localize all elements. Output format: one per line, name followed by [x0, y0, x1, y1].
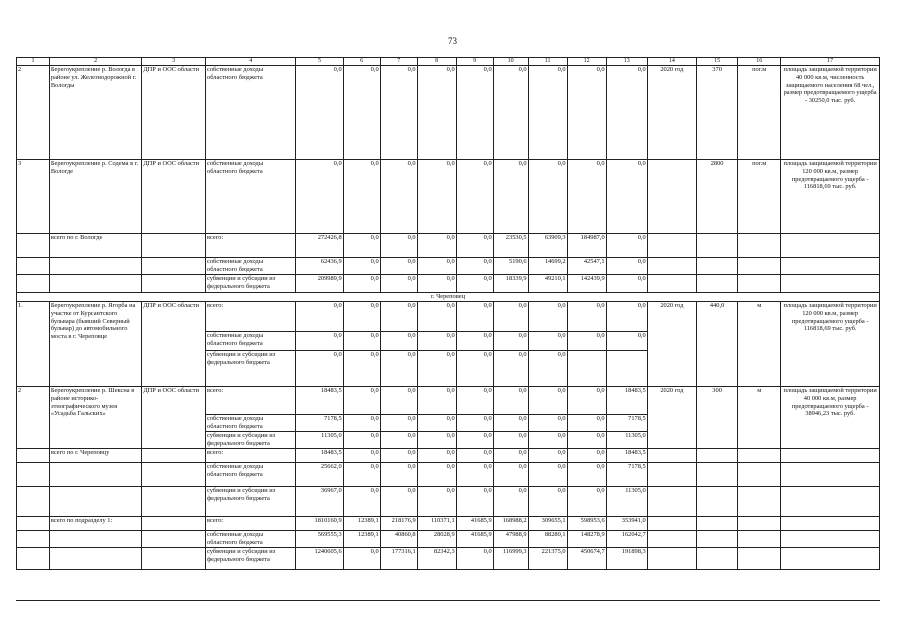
amount-cell: 0,0 — [296, 66, 343, 160]
amount-cell: 0,0 — [567, 332, 606, 351]
amount-cell: 0,0 — [380, 415, 417, 432]
year: 2020 год — [647, 66, 696, 160]
funding-source: всего: — [206, 449, 296, 463]
executor: ДПР и ООС области — [142, 302, 206, 387]
amount-cell: 0,0 — [343, 432, 380, 449]
total-row — [17, 234, 880, 258]
amount-cell: 0,0 — [456, 302, 493, 332]
total-label-empty — [49, 548, 141, 570]
amount-cell: 11305,0 — [606, 487, 647, 517]
empty-cell — [781, 234, 880, 258]
row-number: 2 — [17, 387, 50, 449]
amount-cell: 184987,0 — [567, 234, 606, 258]
amount-cell: 0,0 — [380, 302, 417, 332]
amount-cell: 0,0 — [343, 351, 380, 387]
amount-cell: 0,0 — [417, 487, 456, 517]
amount-cell: 0,0 — [456, 66, 493, 160]
amount-cell: 0,0 — [456, 449, 493, 463]
total-row — [17, 517, 880, 531]
amount-cell: 0,0 — [417, 351, 456, 387]
amount-cell: 0,0 — [343, 463, 380, 487]
amount-cell: 11305,0 — [606, 432, 647, 449]
empty-cell — [647, 275, 696, 293]
amount-cell: 0,0 — [380, 258, 417, 275]
empty-cell — [781, 531, 880, 548]
amount-cell: 0,0 — [528, 487, 567, 517]
section-row — [17, 293, 880, 302]
column-number: 8 — [417, 58, 456, 66]
column-number: 3 — [142, 58, 206, 66]
amount-cell: 0,0 — [528, 66, 567, 160]
amount-cell: 0,0 — [417, 258, 456, 275]
funding-source: собственные доходы областного бюджета — [206, 66, 296, 160]
amount-cell: 0,0 — [417, 332, 456, 351]
amount-cell: 7178,5 — [606, 415, 647, 432]
executor: ДПР и ООС области — [142, 387, 206, 449]
project-row — [17, 387, 880, 415]
empty-cell — [738, 449, 781, 463]
amount-cell: 148278,9 — [567, 531, 606, 548]
amount-cell: 0,0 — [380, 487, 417, 517]
total-label-empty — [49, 463, 141, 487]
amount-cell: 0,0 — [343, 449, 380, 463]
page-number: 73 — [448, 36, 457, 46]
executor-empty — [142, 275, 206, 293]
amount-cell: 0,0 — [528, 302, 567, 332]
amount-cell: 0,0 — [380, 432, 417, 449]
amount-cell: 18483,5 — [296, 387, 343, 415]
row-number-empty — [17, 517, 50, 531]
amount-cell: 0,0 — [493, 332, 528, 351]
amount-cell: 0,0 — [606, 160, 647, 234]
column-number: 6 — [343, 58, 380, 66]
year: 2020 год — [647, 387, 696, 449]
total-label-empty — [49, 531, 141, 548]
amount-cell: 272426,8 — [296, 234, 343, 258]
executor-empty — [142, 487, 206, 517]
column-number: 17 — [781, 58, 880, 66]
amount-cell: 0,0 — [528, 415, 567, 432]
amount-cell: 0,0 — [296, 160, 343, 234]
total-label-empty — [49, 275, 141, 293]
funding-source: субвенции и субсидии из федерального бюджета — [206, 351, 296, 387]
row-number: 1. — [17, 302, 50, 387]
amount-cell: 0,0 — [456, 487, 493, 517]
executor: ДПР и ООС области — [142, 66, 206, 160]
column-number: 7 — [380, 58, 417, 66]
amount-cell: 18483,5 — [296, 449, 343, 463]
empty-cell — [738, 548, 781, 570]
row-number-empty — [17, 234, 50, 258]
executor-empty — [142, 517, 206, 531]
amount-cell: 0,0 — [567, 463, 606, 487]
amount-cell: 162042,7 — [606, 531, 647, 548]
amount-cell: 0,0 — [493, 449, 528, 463]
amount-cell: 0,0 — [343, 548, 380, 570]
bottom-rule — [16, 600, 880, 601]
amount-cell: 209989,9 — [296, 275, 343, 293]
empty-cell — [647, 531, 696, 548]
amount-cell: 0,0 — [456, 160, 493, 234]
effect-description: площадь защищаемой территории 120 000 кв.м, размер предотвращаемого ущерба - 116818,69 тыс. руб. — [781, 302, 880, 387]
budget-table — [16, 57, 880, 570]
amount-cell: 0,0 — [343, 387, 380, 415]
executor-empty — [142, 234, 206, 258]
row-number: 3 — [17, 160, 50, 234]
amount-cell: 36967,0 — [296, 487, 343, 517]
amount-cell: 5190,6 — [493, 258, 528, 275]
amount-cell: 0,0 — [567, 415, 606, 432]
unit: м — [738, 387, 781, 449]
amount-cell: 0,0 — [456, 548, 493, 570]
project-name: Берегоукрепление р. Ягорба на участке от Курсантского бульвара (бывший Северный бульвар) до автомобильного моста в г. Череповце — [49, 302, 141, 387]
empty-cell — [697, 517, 738, 531]
amount-cell: 23530,5 — [493, 234, 528, 258]
amount-cell: 0,0 — [456, 387, 493, 415]
total-row — [17, 548, 880, 570]
empty-cell — [738, 258, 781, 275]
amount-cell: 88280,1 — [528, 531, 567, 548]
amount-cell: 0,0 — [493, 387, 528, 415]
amount-cell: 0,0 — [296, 351, 343, 387]
empty-cell — [738, 463, 781, 487]
amount-cell: 0,0 — [417, 432, 456, 449]
amount-cell: 40860,8 — [380, 531, 417, 548]
amount-cell: 0,0 — [380, 449, 417, 463]
year — [647, 160, 696, 234]
amount-cell: 0,0 — [528, 387, 567, 415]
amount-cell: 0,0 — [296, 332, 343, 351]
funding-source: субвенции и субсидии из федерального бюджета — [206, 275, 296, 293]
project-row — [17, 66, 880, 160]
empty-cell — [738, 234, 781, 258]
amount-cell: 0,0 — [456, 332, 493, 351]
amount-cell: 0,0 — [417, 234, 456, 258]
amount-cell: 0,0 — [493, 302, 528, 332]
total-row — [17, 531, 880, 548]
empty-cell — [781, 258, 880, 275]
empty-cell — [697, 548, 738, 570]
amount-cell: 0,0 — [528, 449, 567, 463]
amount-cell — [567, 351, 606, 387]
amount-cell: 0,0 — [528, 160, 567, 234]
amount-cell: 14699,2 — [528, 258, 567, 275]
total-label: всего по подразделу 1: — [49, 517, 141, 531]
column-number: 15 — [697, 58, 738, 66]
amount-cell: 0,0 — [456, 415, 493, 432]
amount-cell: 0,0 — [380, 234, 417, 258]
funding-source: собственные доходы областного бюджета — [206, 332, 296, 351]
empty-cell — [697, 487, 738, 517]
executor-empty — [142, 258, 206, 275]
amount-cell: 0,0 — [606, 332, 647, 351]
amount-cell: 0,0 — [417, 449, 456, 463]
empty-cell — [647, 517, 696, 531]
amount-cell: 11305,0 — [296, 432, 343, 449]
row-number-empty — [17, 487, 50, 517]
amount-cell: 110371,1 — [417, 517, 456, 531]
amount-cell: 0,0 — [343, 258, 380, 275]
amount-cell: 0,0 — [606, 302, 647, 332]
project-row — [17, 160, 880, 234]
amount-cell: 63909,3 — [528, 234, 567, 258]
column-number: 2 — [49, 58, 141, 66]
amount-cell: 116999,3 — [493, 548, 528, 570]
empty-cell — [781, 463, 880, 487]
header-row — [17, 58, 880, 66]
executor-empty — [142, 531, 206, 548]
amount-cell: 0,0 — [417, 463, 456, 487]
effect-description: площадь защищаемой территории 40 000 кв.м, размер предотвращаемого ущерба - 38946,23 тыс. руб. — [781, 387, 880, 449]
column-number: 10 — [493, 58, 528, 66]
amount-cell: 0,0 — [456, 432, 493, 449]
section-title-cherepovets: г. Череповец — [17, 293, 880, 302]
amount-cell: 0,0 — [343, 415, 380, 432]
unit: м — [738, 302, 781, 387]
amount-cell: 82342,3 — [417, 548, 456, 570]
amount-cell: 49210,1 — [528, 275, 567, 293]
amount-cell: 0,0 — [456, 234, 493, 258]
total-label: всего по г. Череповцу — [49, 449, 141, 463]
row-number-empty — [17, 531, 50, 548]
amount-cell: 42547,1 — [567, 258, 606, 275]
funding-source: всего: — [206, 234, 296, 258]
executor: ДПР и ООС области — [142, 160, 206, 234]
amount-cell: 598953,6 — [567, 517, 606, 531]
amount-cell: 0,0 — [606, 275, 647, 293]
empty-cell — [647, 449, 696, 463]
empty-cell — [738, 531, 781, 548]
amount-cell: 0,0 — [567, 432, 606, 449]
amount-cell: 0,0 — [456, 463, 493, 487]
amount-cell: 0,0 — [380, 351, 417, 387]
amount-cell: 1810160,9 — [296, 517, 343, 531]
amount-cell: 0,0 — [343, 160, 380, 234]
empty-cell — [781, 487, 880, 517]
amount-cell: 168988,2 — [493, 517, 528, 531]
amount-cell: 0,0 — [493, 160, 528, 234]
amount-cell: 18483,5 — [606, 387, 647, 415]
amount-cell: 0,0 — [567, 66, 606, 160]
amount-cell: 0,0 — [528, 332, 567, 351]
empty-cell — [781, 548, 880, 570]
amount-cell: 0,0 — [296, 302, 343, 332]
column-number: 4 — [206, 58, 296, 66]
amount-cell: 1240605,6 — [296, 548, 343, 570]
amount-cell: 0,0 — [456, 351, 493, 387]
amount-cell: 0,0 — [456, 275, 493, 293]
funding-source: субвенции и субсидии из федерального бюджета — [206, 432, 296, 449]
total-label: всего по г. Вологде — [49, 234, 141, 258]
quantity: 2800 — [697, 160, 738, 234]
project-row — [17, 302, 880, 332]
amount-cell: 0,0 — [343, 66, 380, 160]
empty-cell — [647, 258, 696, 275]
amount-cell: 218176,9 — [380, 517, 417, 531]
amount-cell: 0,0 — [380, 463, 417, 487]
amount-cell: 0,0 — [380, 387, 417, 415]
amount-cell: 0,0 — [567, 449, 606, 463]
executor-empty — [142, 449, 206, 463]
empty-cell — [697, 449, 738, 463]
amount-cell: 0,0 — [567, 160, 606, 234]
project-name: Берегоукрепление р. Шексна в районе историко-этнографического музея «Усадьба Гальских» — [49, 387, 141, 449]
amount-cell: 0,0 — [380, 332, 417, 351]
column-number: 9 — [456, 58, 493, 66]
amount-cell: 0,0 — [493, 487, 528, 517]
amount-cell: 0,0 — [380, 66, 417, 160]
amount-cell: 0,0 — [417, 66, 456, 160]
amount-cell — [606, 351, 647, 387]
total-row — [17, 275, 880, 293]
amount-cell: 569555,3 — [296, 531, 343, 548]
amount-cell: 0,0 — [567, 302, 606, 332]
empty-cell — [647, 487, 696, 517]
row-number: 2 — [17, 66, 50, 160]
unit: пог.м — [738, 160, 781, 234]
amount-cell: 0,0 — [456, 258, 493, 275]
amount-cell: 0,0 — [343, 302, 380, 332]
amount-cell: 0,0 — [606, 66, 647, 160]
total-label-empty — [49, 487, 141, 517]
amount-cell: 0,0 — [567, 387, 606, 415]
amount-cell: 41685,9 — [456, 531, 493, 548]
funding-source: собственные доходы областного бюджета — [206, 258, 296, 275]
quantity: 370 — [697, 66, 738, 160]
funding-source: субвенции и субсидии из федерального бюджета — [206, 548, 296, 570]
total-row — [17, 487, 880, 517]
amount-cell: 28028,9 — [417, 531, 456, 548]
quantity: 300 — [697, 387, 738, 449]
empty-cell — [697, 234, 738, 258]
empty-cell — [781, 517, 880, 531]
effect-description: площадь защищаемой территории 40 000 кв.м, численность защищаемого населения 68 чел., размер предотвращаемого ущерба - 30250,0 тыс. руб. — [781, 66, 880, 160]
amount-cell: 62436,9 — [296, 258, 343, 275]
total-row — [17, 449, 880, 463]
column-number: 13 — [606, 58, 647, 66]
amount-cell: 0,0 — [528, 463, 567, 487]
amount-cell: 7178,5 — [606, 463, 647, 487]
amount-cell: 353941,0 — [606, 517, 647, 531]
empty-cell — [738, 517, 781, 531]
total-row — [17, 258, 880, 275]
amount-cell: 0,0 — [380, 275, 417, 293]
row-number-empty — [17, 548, 50, 570]
amount-cell: 0,0 — [606, 234, 647, 258]
effect-description: площадь защищаемой территории 120 000 кв.м, размер предотвращаемого ущерба - 116818,69 тыс. руб. — [781, 160, 880, 234]
amount-cell: 0,0 — [343, 234, 380, 258]
empty-cell — [697, 531, 738, 548]
amount-cell: 0,0 — [493, 415, 528, 432]
amount-cell: 18339,9 — [493, 275, 528, 293]
empty-cell — [697, 258, 738, 275]
column-number: 5 — [296, 58, 343, 66]
amount-cell: 0,0 — [343, 332, 380, 351]
amount-cell: 309655,1 — [528, 517, 567, 531]
amount-cell: 0,0 — [417, 275, 456, 293]
row-number-empty — [17, 463, 50, 487]
amount-cell: 47988,9 — [493, 531, 528, 548]
funding-source: собственные доходы областного бюджета — [206, 463, 296, 487]
amount-cell: 191898,3 — [606, 548, 647, 570]
total-label-empty — [49, 258, 141, 275]
column-number: 14 — [647, 58, 696, 66]
amount-cell: 0,0 — [493, 66, 528, 160]
amount-cell: 18483,5 — [606, 449, 647, 463]
empty-cell — [697, 463, 738, 487]
empty-cell — [647, 463, 696, 487]
amount-cell: 7178,5 — [296, 415, 343, 432]
amount-cell: 41685,9 — [456, 517, 493, 531]
amount-cell: 221375,0 — [528, 548, 567, 570]
funding-source: субвенции и субсидии из федерального бюджета — [206, 487, 296, 517]
amount-cell: 0,0 — [493, 463, 528, 487]
column-number: 16 — [738, 58, 781, 66]
column-number: 11 — [528, 58, 567, 66]
empty-cell — [697, 275, 738, 293]
executor-empty — [142, 463, 206, 487]
column-number: 12 — [567, 58, 606, 66]
funding-source: всего: — [206, 517, 296, 531]
column-number: 1 — [17, 58, 50, 66]
funding-source: всего: — [206, 302, 296, 332]
amount-cell: 12389,1 — [343, 517, 380, 531]
funding-source: собственные доходы областного бюджета — [206, 160, 296, 234]
quantity: 440,0 — [697, 302, 738, 387]
amount-cell: 450674,7 — [567, 548, 606, 570]
amount-cell: 0,0 — [493, 351, 528, 387]
amount-cell: 0,0 — [528, 432, 567, 449]
row-number-empty — [17, 449, 50, 463]
amount-cell: 177316,1 — [380, 548, 417, 570]
amount-cell: 142439,9 — [567, 275, 606, 293]
funding-source: собственные доходы областного бюджета — [206, 531, 296, 548]
year: 2020 год — [647, 302, 696, 387]
table-body — [17, 58, 880, 570]
amount-cell: 0,0 — [528, 351, 567, 387]
amount-cell: 0,0 — [343, 487, 380, 517]
total-row — [17, 463, 880, 487]
amount-cell: 0,0 — [417, 302, 456, 332]
row-number-empty — [17, 275, 50, 293]
project-name: Берегоукрепление р. Содема в г. Вологде — [49, 160, 141, 234]
unit: пог.м — [738, 66, 781, 160]
funding-source: собственные доходы областного бюджета — [206, 415, 296, 432]
empty-cell — [781, 275, 880, 293]
empty-cell — [647, 234, 696, 258]
funding-source: всего: — [206, 387, 296, 415]
amount-cell: 0,0 — [567, 487, 606, 517]
amount-cell: 0,0 — [417, 387, 456, 415]
empty-cell — [738, 275, 781, 293]
amount-cell: 0,0 — [417, 160, 456, 234]
amount-cell: 12389,1 — [343, 531, 380, 548]
project-name: Берегоукрепление р. Вологда в районе ул. Железнодорожной г. Вологды — [49, 66, 141, 160]
empty-cell — [738, 487, 781, 517]
amount-cell: 0,0 — [493, 432, 528, 449]
amount-cell: 25662,0 — [296, 463, 343, 487]
amount-cell: 0,0 — [606, 258, 647, 275]
amount-cell: 0,0 — [380, 160, 417, 234]
row-number-empty — [17, 258, 50, 275]
amount-cell: 0,0 — [417, 415, 456, 432]
executor-empty — [142, 548, 206, 570]
empty-cell — [781, 449, 880, 463]
amount-cell: 0,0 — [343, 275, 380, 293]
empty-cell — [647, 548, 696, 570]
